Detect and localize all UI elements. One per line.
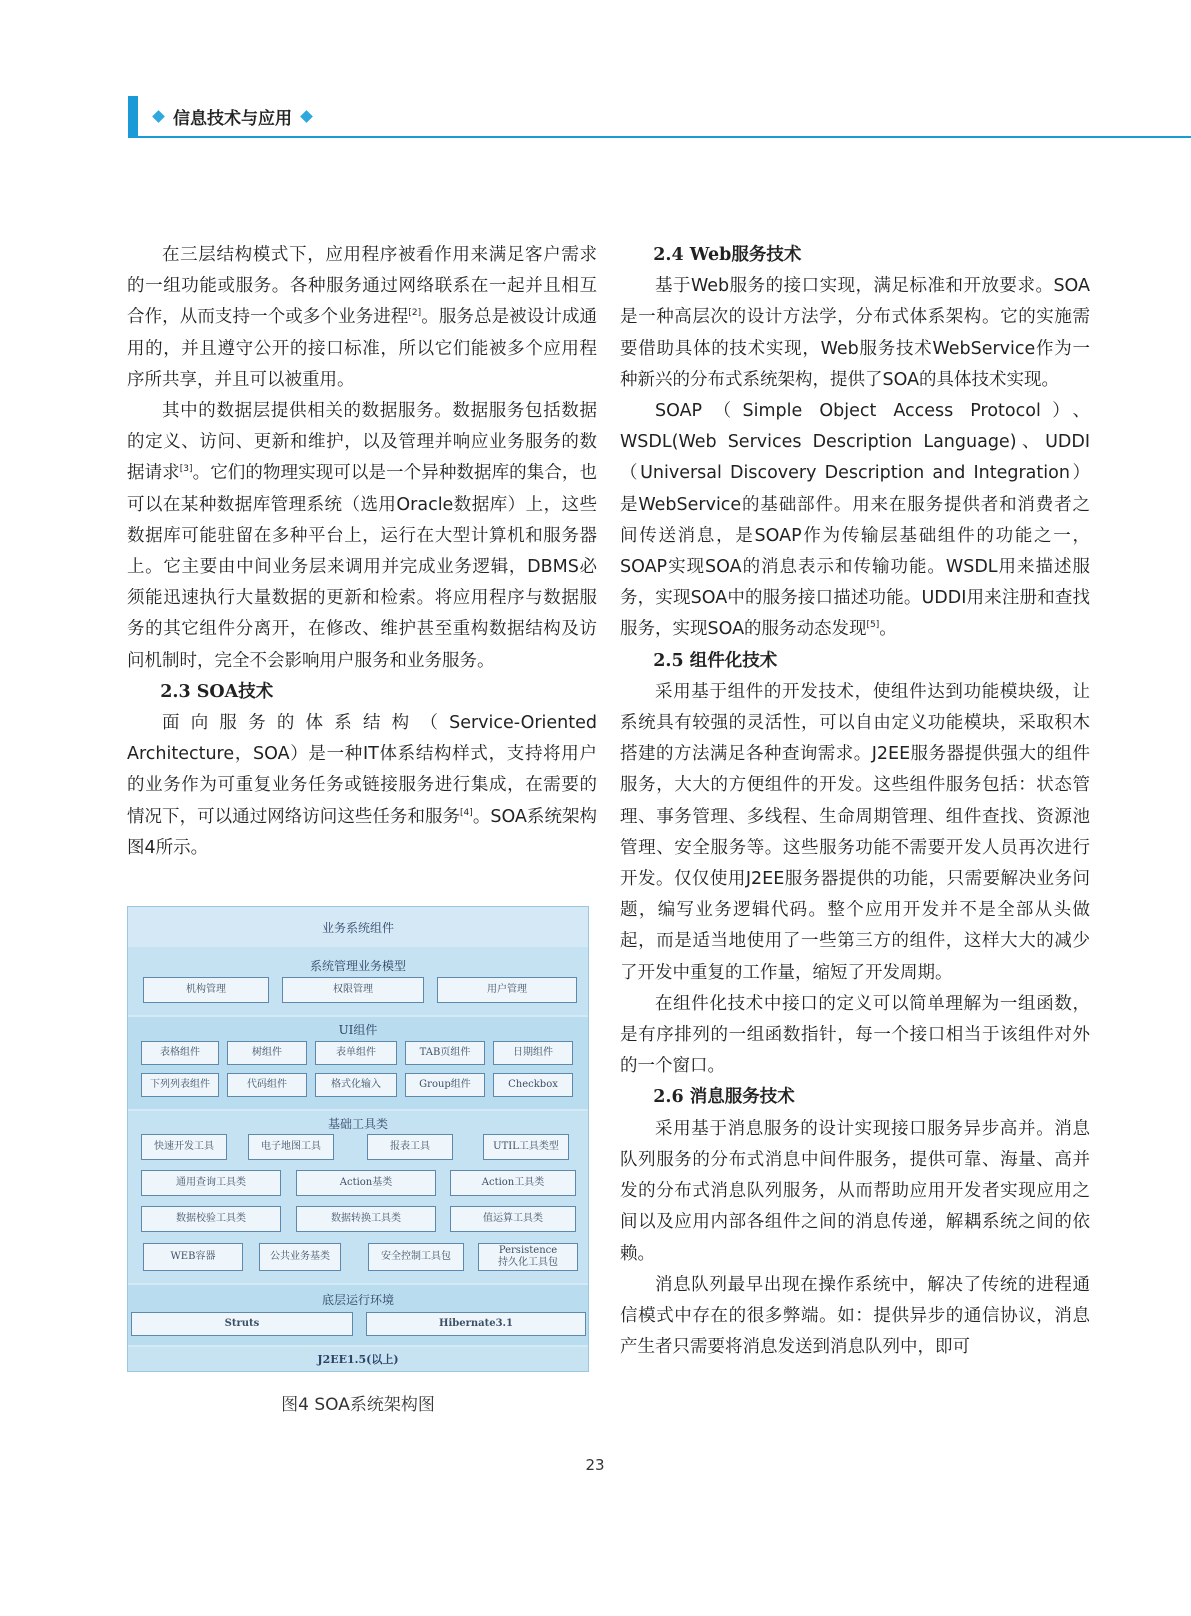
paragraph: 在组件化技术中接口的定义可以简单理解为一组函数，是有序排列的一组函数指针，每一个接口相当于该组件对外的一个窗口。 bbox=[620, 993, 1090, 1077]
figure-box: 报表工具 bbox=[367, 1134, 453, 1160]
page-number: 23 bbox=[585, 1456, 605, 1474]
section-heading-2-5: 2.5 组件化技术 bbox=[653, 650, 778, 671]
citation: [5] bbox=[866, 620, 880, 631]
figure-box: Struts bbox=[131, 1312, 353, 1336]
figure-box: 通用查询工具类 bbox=[141, 1170, 281, 1196]
section-heading-2-3: 2.3 SOA技术 bbox=[160, 681, 274, 702]
paragraph: 采用基于消息服务的设计实现接口服务异步高并。消息队列服务的分布式消息中间件服务，提供可靠、海量、高并发的分布式消息队列服务，从而帮助应用开发者实现应用之间以及应用内部各组件之间的消息传递，解耦系统之间的依赖。 bbox=[620, 1118, 1090, 1264]
paragraph: 面向服务的体系结构（Service-Oriented Architecture，SOA）是一种IT体系结构样式，支持将用户的业务作为可重复业务任务或链接服务进行集成，在需要的情况下，可以通过网络访问这些任务和服务[4]。SOA系统架构图4所示。 bbox=[127, 713, 598, 858]
figure-box: Action基类 bbox=[296, 1170, 436, 1196]
header-accent-bar bbox=[128, 96, 138, 138]
figure-box: Group组件 bbox=[405, 1073, 485, 1097]
citation: [2] bbox=[408, 308, 422, 319]
section-title: 信息技术与应用 bbox=[173, 108, 292, 129]
paragraph: 在三层结构模式下，应用程序被看作用来满足客户需求的一组功能或服务。各种服务通过网络联系在一起并且相互合作，从而支持一个或多个业务进程[2]。服务总是被设计成通用的，并且遵守公开的接口标准，所以它们能被多个应用程序所共享，并且可以被重用。 bbox=[127, 245, 598, 390]
figure-box: 表格组件 bbox=[141, 1041, 219, 1065]
figure-box: 电子地图工具 bbox=[248, 1134, 334, 1160]
paragraph: SOAP（Simple Object Access Protocol）、WSDL(Web Services Description Language)、UDDI（Universal Discovery Description and Integration）是WebService的基础部件。用来在服务提供者和消费者之间传送消息，是SOAP作为传输层基础组件的功能之一，SOAP实现SOA的消息表示和传输功能。WSDL用来描述服务，实现SOA中的服务接口描述功能。UDDI用来注册和查找服务，实现SOA的服务动态发现[5]。 bbox=[620, 401, 1090, 640]
figure-box-line: 持久化工具包 bbox=[498, 1257, 558, 1268]
figure-box-line: Persistence bbox=[498, 1245, 558, 1256]
figure-box: 格式化输入 bbox=[315, 1073, 397, 1097]
j2ee-base-label: J2EE1.5(以上) bbox=[317, 1353, 399, 1366]
paragraph: 采用基于组件的开发技术，使组件达到功能模块级，让系统具有较强的灵活性，可以自由定义功能模块，采取积木搭建的方法满足各种查询需求。J2EE服务器提供强大的组件服务，大大的方便组件的开发。这些组件服务包括：状态管理、事务管理、多线程、生命周期管理、组件查找、资源池管理、安全服务等。这些服务功能不需要开发人员再次进行开发。仅仅使用J2EE服务器提供的功能，只需要解决业务问题，编写业务逻辑代码。整个应用开发并不是全部从头做起，而是适当地使用了一些第三方的组件，这样大大的减少了开发中重复的工作量，缩短了开发周期。 bbox=[620, 681, 1090, 983]
figure-box: WEB容器 bbox=[143, 1243, 243, 1271]
figure-box: 代码组件 bbox=[227, 1073, 307, 1097]
figure-caption: 图4 SOA系统架构图 bbox=[281, 1395, 435, 1415]
figure-box: Action工具类 bbox=[450, 1170, 576, 1196]
paragraph: 消息队列最早出现在操作系统中，解决了传统的进程通信模式中存在的很多弊端。如：提供异步的通信协议，消息产生者只需要将消息发送到消息队列中，即可 bbox=[620, 1274, 1090, 1358]
figure-box-persistence bbox=[478, 1243, 578, 1271]
figure-box: 安全控制工具包 bbox=[368, 1243, 464, 1271]
paragraph: 基于Web服务的接口实现，满足标准和开放要求。SOA是一种高层次的设计方法学，分布式体系架构。它的实施需要借助具体的技术实现，Web服务技术WebService作为一种新兴的分布式系统架构，提供了SOA的具体技术实现。 bbox=[620, 276, 1090, 390]
paragraph: 其中的数据层提供相关的数据服务。数据服务包括数据的定义、访问、更新和维护，以及管理并响应业务服务的数据请求[3]。它们的物理实现可以是一个异种数据库的集合，也可以在某种数据库管理系统（选用Oracle数据库）上，这些数据库可能驻留在多种平台上，运行在大型计算机和服务器上。它主要由中间业务层来调用并完成业务逻辑，DBMS必须能迅速执行大量数据的更新和检索。将应用程序与数据服务的其它组件分离开，在修改、维护甚至重构数据结构及访问机制时，完全不会影响用户服务和业务服务。 bbox=[127, 401, 598, 671]
citation: [3] bbox=[179, 464, 193, 475]
figure-top-title: 业务系统组件 bbox=[321, 921, 394, 935]
system-management-title: 系统管理业务模型 bbox=[309, 959, 406, 973]
figure-box: 用户管理 bbox=[437, 977, 577, 1003]
journal-section-header bbox=[150, 100, 315, 132]
base-tools-title: 基础工具类 bbox=[327, 1117, 388, 1131]
header-rule bbox=[138, 136, 1191, 138]
figure-box: 快速开发工具 bbox=[141, 1134, 227, 1160]
figure-box: 日期组件 bbox=[493, 1041, 573, 1065]
section-heading-2-4: 2.4 Web服务技术 bbox=[653, 245, 802, 265]
figure-box: UTIL工具类型 bbox=[483, 1134, 569, 1160]
figure-box: 表单组件 bbox=[315, 1041, 397, 1065]
soa-architecture-figure bbox=[127, 906, 589, 1372]
figure-box: 权限管理 bbox=[282, 977, 424, 1003]
citation: [4] bbox=[460, 807, 473, 818]
diamond-icon bbox=[152, 110, 165, 123]
left-column bbox=[127, 240, 597, 864]
right-column bbox=[620, 240, 1090, 1363]
figure-box: Checkbox bbox=[493, 1073, 573, 1097]
runtime-env-title: 底层运行环境 bbox=[321, 1293, 394, 1307]
ui-component-title: UI组件 bbox=[338, 1023, 378, 1037]
figure-box: 树组件 bbox=[227, 1041, 307, 1065]
section-heading-2-6: 2.6 消息服务技术 bbox=[653, 1087, 795, 1108]
figure-box: 值运算工具类 bbox=[450, 1206, 576, 1232]
figure-box: 数据转换工具类 bbox=[296, 1206, 436, 1232]
figure-box: TAB页组件 bbox=[405, 1041, 485, 1065]
figure-box: 数据校验工具类 bbox=[141, 1206, 281, 1232]
figure-box: 机构管理 bbox=[143, 977, 269, 1003]
figure-box: 公共业务基类 bbox=[259, 1243, 341, 1271]
figure-box: 下列列表组件 bbox=[141, 1073, 219, 1097]
figure-box: Hibernate3.1 bbox=[366, 1312, 586, 1336]
diamond-icon bbox=[300, 110, 313, 123]
